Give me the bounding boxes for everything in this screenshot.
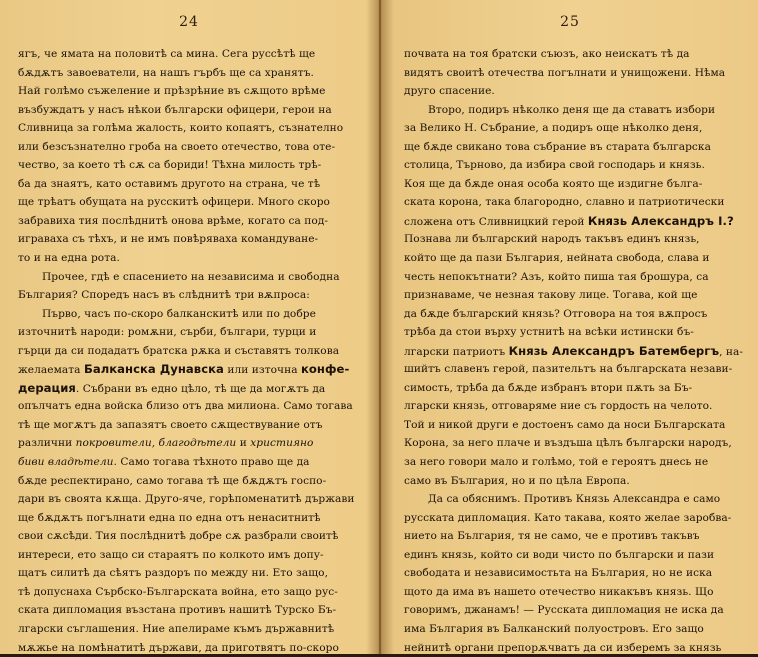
text-line: чество, за което тѣ сѫ са бориди! Тѣхна милость трѣ- <box>18 156 364 175</box>
text-line: има България въ Балканский полуостровъ. Его защо <box>404 620 744 639</box>
text-line: да бѫде българский князь? Отговора на тоя вѫпросъ <box>404 305 744 324</box>
text-line: русската дипломация. Като такава, която желае заробва- <box>404 509 744 528</box>
text-line: единъ князь, който си води чисто по български и пази <box>404 546 744 565</box>
text-line: Той и никой други е достоенъ само да носи Българската <box>404 416 744 435</box>
text-line: гърци да си подадатъ братска рѫка и съставятъ толкова <box>18 342 364 361</box>
text-line: почвата на тоя братски съюзъ, ако неискатъ тѣ да <box>404 45 744 64</box>
book-gutter <box>366 0 394 654</box>
italic-text: биви владѣтели <box>18 456 114 468</box>
text-line: Второ, подиръ нѣколко деня ще да ставатъ избори <box>404 101 744 120</box>
text-line: различни покровители, благодѣтели и християно <box>18 434 364 453</box>
emphasized-text: Балканска Дунавска <box>84 362 224 376</box>
emphasized-text: Князь Александръ Батембергъ <box>509 344 719 358</box>
text-line: биви владѣтели. Само тогава тѣхното право ще да <box>18 453 364 472</box>
text-line: Сливница за голѣма жалость, които копаятъ, съзнателно <box>18 119 364 138</box>
text-line: Познава ли българский народъ такъвъ единъ князь, <box>404 230 744 249</box>
text-line: ската корона, така благородно, славно и патриотически <box>404 193 744 212</box>
page-number: 24 <box>0 14 378 30</box>
text-line: забравиха тия послѣднитѣ онова врѣме, когато са под- <box>18 212 364 231</box>
text-line: бѫде респектирано, само тогава тѣ ще бѫдѫтъ госпо- <box>18 472 364 491</box>
text-line: източнитѣ народи: ромѫни, сърби, българи, турци и <box>18 323 364 342</box>
page-number: 25 <box>382 14 758 30</box>
text-line: Прочее, гдѣ е спасението на независима и свободна <box>18 268 364 287</box>
text-line: ще бѫде свикано това събрание въ старата българска <box>404 138 744 157</box>
emphasized-text: конфе- <box>301 362 349 376</box>
text-line: ще трѣатъ обущата на русскитѣ офицери. Много скоро <box>18 193 364 212</box>
text-line: бѫдѫтъ завоеватели, на нашъ гърбъ ще са хранятъ. <box>18 64 364 83</box>
text-line: шийтъ славенъ герой, пазительтъ на българската незави- <box>404 360 744 379</box>
text-line: който ще да пази България, нейната свобода, слава и <box>404 249 744 268</box>
text-line: нейнитѣ органи препорѫчватъ да си изберемъ за князь <box>404 639 744 657</box>
text-line: признаваме, че незная такову лице. Тогава, кой ще <box>404 286 744 305</box>
text-line: друго спасение. <box>404 82 744 101</box>
text-line: лгарски съглашения. Ние апелираме къмъ държавнитѣ <box>18 620 364 639</box>
text-line: възбуждатъ у насъ нѣкои български офицери, герои на <box>18 101 364 120</box>
italic-text: покровители, благодѣтели <box>76 437 237 449</box>
text-line: ще бѫдѫтъ погълнати една по една отъ ненаситнитѣ <box>18 509 364 528</box>
text-line: дерация. Събрани въ едно цѣло, тѣ ще да могѫтъ да <box>18 379 364 398</box>
text-line: България? Споредъ насъ въ слѣднитѣ три вѫпроса: <box>18 286 364 305</box>
emphasized-text: дерация <box>18 381 76 395</box>
emphasized-text: Князь Александръ I.? <box>588 214 734 228</box>
text-line: говоримъ, джанамъ! — Русската дипломация не иска да <box>404 601 744 620</box>
text-line: ската дипломация възстана противъ нашитѣ Турско Бъ- <box>18 601 364 620</box>
text-line: Коя ще да бѫде оная особа която ще издигне бълга- <box>404 175 744 194</box>
text-line: то и на една рота. <box>18 249 364 268</box>
text-line: желаемата Балканска Дунавска или източна конфе- <box>18 360 364 379</box>
text-line: сложена отъ Сливницкий герой Князь Александръ I.? <box>404 212 744 231</box>
left-page <box>0 0 378 654</box>
text-line: играваха съ тѣхъ, и не имъ повѣряваха командуване- <box>18 230 364 249</box>
text-line: тѣ допуснаха Сърбско-Българската война, ето защо рус- <box>18 583 364 602</box>
text-line: дари въ своята кѫща. Друго-яче, горѣпоменатитѣ държави <box>18 490 364 509</box>
text-line: симость, трѣба да бѫде избранъ втори пѫть за Бъ- <box>404 379 744 398</box>
text-line: щатъ силитѣ да сѣятъ раздоръ по между ни. Ето защо, <box>18 564 364 583</box>
text-line: Най голѣмо съжеление и прѣзрѣние въ сѫщото врѣме <box>18 82 364 101</box>
text-line: честь непокътнати? Азъ, който пиша тая брошура, са <box>404 268 744 287</box>
text-line: ба да знаятъ, като оставимъ другото на страна, че тѣ <box>18 175 364 194</box>
text-line: свободата и независимостьта на България, но не иска <box>404 564 744 583</box>
text-line: ягъ, че ямата на половитѣ са мина. Сега руссѣтѣ ще <box>18 45 364 64</box>
page-text-body <box>18 45 364 657</box>
text-line: тѣ ще могѫтъ да запазятъ своето сѫществувание отъ <box>18 416 364 435</box>
text-line: лгарски патриотъ Князь Александръ Батембергъ, на- <box>404 342 744 361</box>
text-line: лгарски князь, отговаряме ние съ гордость на челото. <box>404 397 744 416</box>
text-line: Корона, за него плаче и въздъша цѣлъ български народъ, <box>404 434 744 453</box>
text-line: трѣба да стои върху устнитѣ на всѣки истински бъ- <box>404 323 744 342</box>
right-page <box>382 0 758 654</box>
text-line: Да са обяснимъ. Противъ Князь Александра е само <box>404 490 744 509</box>
text-line: видятъ своитѣ отечества погълнати и унищожени. Нѣма <box>404 64 744 83</box>
text-line: нието на България, тя не само, че е противъ такъвъ <box>404 527 744 546</box>
text-line: столица, Търново, да избира свой господарь и князь. <box>404 156 744 175</box>
text-line: опълчатъ една войска близо отъ два милиона. Само тогава <box>18 397 364 416</box>
text-line: само въ България, но и по цѣла Европа. <box>404 472 744 491</box>
text-line: свои сѫсѣди. Тия послѣднитѣ добре сѫ разбрали своитѣ <box>18 527 364 546</box>
text-line: или безсъзнателно гроба на своето отечество, това оте- <box>18 138 364 157</box>
page-text-body <box>404 45 744 657</box>
text-line: за него говори мало и голѣмо, той е героятъ днесь не <box>404 453 744 472</box>
text-line: щото да има въ нашето отечество никакъвъ князь. Що <box>404 583 744 602</box>
text-line: интереси, ето защо си стараятъ по колкото имъ допу- <box>18 546 364 565</box>
text-line: за Велико Н. Събрание, а подиръ още нѣколко деня, <box>404 119 744 138</box>
text-line: Първо, часъ по-скоро балканскитѣ или по добре <box>18 305 364 324</box>
italic-text: християно <box>250 437 313 449</box>
text-line: мѫжье на помѣнатитѣ държави, да приготвятъ по-скоро <box>18 639 364 657</box>
